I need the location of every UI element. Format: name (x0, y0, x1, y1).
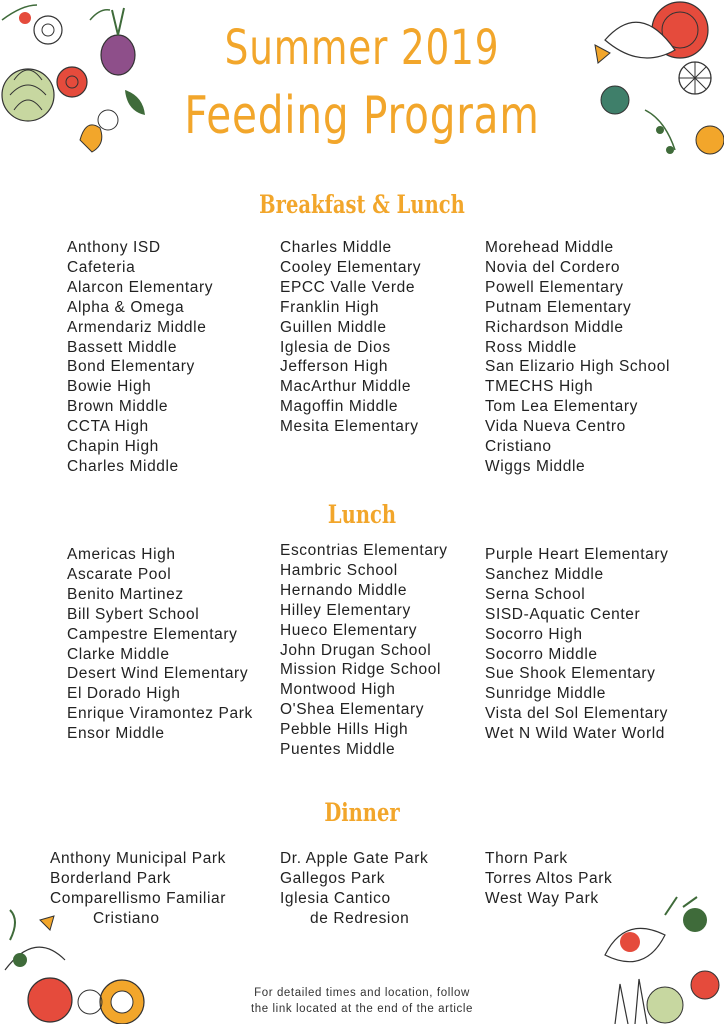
list-item: Bond Elementary (67, 358, 195, 376)
list-item: Tom Lea Elementary (485, 398, 638, 416)
list-item: Bowie High (67, 378, 152, 396)
list-item: Purple Heart Elementary (485, 546, 669, 563)
list-item: Cristiano (485, 438, 552, 456)
footer-line-2: the link located at the end of the article (250, 1003, 474, 1015)
page-title-line1: Summer 2019 (224, 20, 500, 76)
list-item: EPCC Valle Verde (280, 278, 416, 296)
list-item: Hambric School (280, 561, 398, 579)
list-item: TMECHS High (485, 378, 594, 396)
list-item: Dr. Apple Gate Park (280, 850, 429, 867)
dinner-heading: Dinner (324, 798, 400, 827)
list-item: Putnam Elementary (485, 298, 632, 316)
lunch-column-1 (67, 545, 253, 744)
list-item: Guillen Middle (280, 318, 387, 336)
list-item: Torres Altos Park (485, 869, 613, 887)
list-item: Chapin High (67, 438, 159, 456)
list-item: Socorro Middle (485, 645, 598, 663)
lunch-column-3 (485, 545, 669, 744)
breakfast-lunch-heading: Breakfast & Lunch (259, 190, 465, 219)
list-item: Thorn Park (485, 850, 568, 867)
list-item: Hernando Middle (280, 581, 408, 599)
list-item: Campestre Elementary (67, 625, 238, 643)
list-item: Morehead Middle (485, 239, 614, 256)
list-item: Powell Elementary (485, 278, 624, 296)
list-item: Cafeteria (67, 258, 136, 276)
list-item: Montwood High (280, 681, 396, 699)
list-item: Franklin High (280, 298, 380, 316)
list-item: Hueco Elementary (280, 621, 418, 639)
list-item: Americas High (67, 546, 176, 563)
list-item: Benito Martinez (67, 585, 184, 603)
list-item: Iglesia Cantico (280, 889, 391, 907)
footer-line-1: For detailed times and location, follow (254, 987, 470, 999)
list-item: Jefferson High (280, 358, 389, 376)
list-item: Serna School (485, 585, 586, 603)
list-item: Gallegos Park (280, 869, 386, 887)
list-item: Borderland Park (50, 869, 172, 887)
list-item: John Drugan School (280, 641, 432, 659)
list-item: Sunridge Middle (485, 685, 607, 703)
list-item: SISD-Aquatic Center (485, 605, 641, 623)
breakfast-lunch-column-2 (280, 238, 421, 437)
lunch-heading: Lunch (327, 500, 397, 529)
list-item: Ensor Middle (67, 725, 165, 743)
list-item: Novia del Cordero (485, 258, 621, 276)
list-item: Hilley Elementary (280, 601, 411, 619)
list-item: Mesita Elementary (280, 418, 419, 436)
list-item: Alpha & Omega (67, 298, 185, 316)
list-item: San Elizario High School (485, 358, 670, 376)
list-item: Ascarate Pool (67, 565, 172, 583)
list-item: Vista del Sol Elementary (485, 705, 668, 723)
list-item: Anthony Municipal Park (50, 850, 227, 867)
list-item: Escontrias Elementary (280, 542, 448, 559)
list-item: CCTA High (67, 418, 149, 436)
page-title-line2: Feeding Program (184, 86, 540, 146)
list-item: Armendariz Middle (67, 318, 207, 336)
list-item: Pebble Hills High (280, 721, 409, 739)
list-item: Puentes Middle (280, 741, 396, 759)
list-item: Vida Nueva Centro (485, 418, 626, 436)
list-item: Magoffin Middle (280, 398, 399, 416)
list-item: Desert Wind Elementary (67, 665, 249, 683)
breakfast-lunch-column-3 (485, 238, 670, 477)
footer-note (0, 985, 724, 1017)
dinner-column-3 (485, 849, 612, 909)
list-item: Cooley Elementary (280, 258, 422, 276)
list-item: Charles Middle (67, 457, 179, 475)
dinner-column-1 (50, 849, 226, 929)
list-item: Iglesia de Dios (280, 338, 391, 356)
list-item: El Dorado High (67, 685, 181, 703)
list-item: Anthony ISD (67, 239, 161, 256)
list-item: Sanchez Middle (485, 565, 604, 583)
list-item: Richardson Middle (485, 318, 624, 336)
lunch-column-2 (280, 541, 448, 760)
list-item: Sue Shook Elementary (485, 665, 656, 683)
breakfast-lunch-column-1 (67, 238, 213, 477)
list-item: Comparellismo Familiar (50, 889, 226, 907)
list-item: Charles Middle (280, 239, 392, 256)
list-item: West Way Park (485, 889, 599, 907)
list-item: MacArthur Middle (280, 378, 412, 396)
list-item: Brown Middle (67, 398, 169, 416)
list-item: Socorro High (485, 625, 583, 643)
list-item: O'Shea Elementary (280, 701, 425, 719)
list-item: Bassett Middle (67, 338, 178, 356)
list-item: Mission Ridge School (280, 661, 442, 679)
list-item: Wet N Wild Water World (485, 725, 665, 743)
list-item: Clarke Middle (67, 645, 170, 663)
dinner-column-2 (280, 849, 428, 929)
list-item: Cristiano (93, 909, 160, 927)
list-item: Enrique Viramontez Park (67, 705, 253, 723)
list-item: Ross Middle (485, 338, 577, 356)
list-item: Alarcon Elementary (67, 278, 214, 296)
list-item: Wiggs Middle (485, 457, 586, 475)
list-item: Bill Sybert School (67, 605, 200, 623)
list-item: de Redresion (310, 909, 410, 927)
